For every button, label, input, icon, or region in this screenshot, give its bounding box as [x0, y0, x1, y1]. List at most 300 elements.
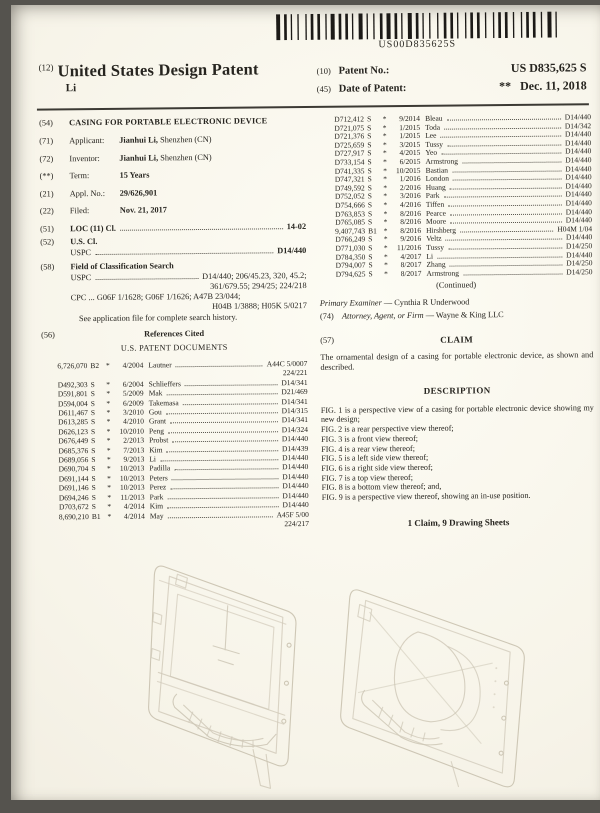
ref-cited-star: * — [107, 473, 111, 483]
ref-number: D765,085 — [335, 217, 366, 227]
ref-classification: D14/440 — [282, 500, 309, 510]
ref-kind-code: S — [91, 455, 96, 465]
ref-number: D685,376 — [58, 445, 89, 456]
ref-cited-star: * — [384, 260, 388, 270]
title-field — [39, 116, 305, 129]
dot-leader — [448, 204, 561, 206]
dot-leader — [450, 265, 563, 267]
field-code: (52) — [40, 237, 55, 247]
ref-date: 8/2016 — [400, 225, 422, 235]
ref-date: 4/2015 — [399, 148, 421, 158]
ref-cited-star: * — [383, 243, 388, 253]
ref-date: 11/2016 — [396, 242, 422, 253]
filed-value: Nov. 21, 2017 — [119, 205, 167, 215]
ref-kind-code: S — [91, 483, 96, 493]
ref-classification: D14/250 — [565, 241, 593, 251]
dot-leader — [463, 273, 562, 275]
ref-kind-code: S — [367, 165, 372, 175]
field-code: (71) — [39, 136, 54, 146]
term-field — [40, 169, 306, 182]
ref-inventor-name: Armstrong — [426, 268, 460, 278]
ref-kind-code: S — [367, 183, 372, 193]
dot-leader — [452, 170, 561, 172]
dot-leader — [174, 469, 278, 471]
examiner-name: Cynthia R Underwood — [394, 297, 470, 308]
ref-cited-star: * — [382, 114, 387, 124]
ref-cited-star: * — [383, 165, 387, 175]
dot-leader — [450, 213, 562, 215]
ref-date: 8/2016 — [400, 208, 421, 218]
ref-number: D721,376 — [334, 131, 365, 141]
applicant-name: Jianhui Li, — [119, 135, 159, 145]
ref-classification: D14/439 — [281, 443, 309, 453]
field-code: (74) — [319, 311, 334, 321]
ref-classification: D14/440 — [282, 490, 309, 500]
ref-classification: H04M 1/04 — [557, 223, 593, 234]
dot-leader — [185, 384, 277, 386]
dot-leader — [170, 488, 278, 490]
ref-kind-code: S — [367, 122, 372, 132]
ref-inventor-name: Bastian — [425, 165, 449, 175]
ref-kind-code: S — [90, 426, 96, 436]
ref-inventor-name: Tussy — [426, 242, 444, 252]
ref-date: 8/2017 — [400, 268, 422, 278]
field-label: Term: — [69, 171, 90, 181]
patent-number: US D835,625 S — [510, 60, 587, 76]
ref-classification: D14/250 — [566, 258, 593, 268]
dot-leader — [444, 127, 561, 129]
dot-leader — [172, 441, 278, 443]
ref-number: D733,154 — [334, 157, 365, 167]
primary-examiner-line — [320, 297, 593, 310]
ref-classification: D14/440 — [282, 471, 309, 482]
patent-page — [11, 5, 600, 800]
ref-kind-code: S — [90, 379, 95, 389]
ref-date: 11/2013 — [120, 492, 145, 502]
ref-cited-star: * — [107, 501, 112, 512]
dot-leader — [462, 162, 561, 164]
ref-cited-star: * — [383, 182, 388, 192]
search-uspc-line2: 361/679.55; 294/25; 224/218 — [210, 280, 307, 291]
ref-inventor-name: Park — [149, 492, 164, 502]
ref-date: 3/2010 — [122, 407, 144, 417]
inventor-field — [39, 151, 305, 164]
ref-kind-code: S — [90, 408, 96, 418]
ref-number: D676,449 — [58, 436, 89, 446]
date-code: (45) — [316, 83, 331, 94]
ref-inventor-name: Grant — [148, 416, 167, 426]
ref-inventor-name: Lee — [425, 130, 437, 141]
ref-kind-code: B1 — [91, 511, 101, 521]
ref-classification: D14/440 — [565, 215, 593, 225]
ref-classification: D14/440 — [565, 189, 592, 199]
ref-inventor-name: Peters — [149, 473, 168, 483]
dot-leader — [440, 136, 561, 138]
ref-number: D771,030 — [335, 243, 366, 253]
ref-inventor-name: May — [149, 510, 164, 521]
examiner-label: Primary Examiner — [319, 298, 382, 309]
ref-cited-star: * — [106, 407, 111, 417]
field-label: Filed: — [69, 206, 90, 216]
ref-inventor-name: Tiffen — [425, 199, 445, 209]
appl-no-field — [40, 186, 306, 199]
ref-cited-star: * — [382, 139, 387, 150]
ref-number: D721,075 — [334, 123, 365, 133]
field-code: (58) — [40, 262, 55, 272]
dot-leader — [447, 119, 561, 121]
search-uspc-line1: D14/440; 206/45.23, 320, 45.2; — [202, 270, 307, 281]
ref-kind-code: S — [91, 492, 96, 502]
ref-classification-cont: 224/217 — [284, 518, 309, 529]
ref-classification: D14/440 — [566, 249, 593, 259]
ref-kind-code: S — [367, 217, 373, 227]
us-patent-documents-heading: U.S. PATENT DOCUMENTS — [120, 342, 228, 353]
ref-classification: D14/342 — [564, 120, 592, 131]
ref-number: D749,592 — [334, 183, 365, 193]
ref-kind-code: S — [91, 436, 96, 446]
ref-date: 10/2013 — [119, 482, 145, 493]
ref-inventor-name: Padilla — [149, 463, 171, 473]
dot-leader — [172, 478, 278, 480]
ref-cited-star: * — [107, 492, 112, 502]
ref-cited-star: * — [383, 251, 388, 261]
inventor-surname: Li — [65, 82, 77, 95]
figure-description: FIG. 2 is a rear perspective view thereof; — [320, 423, 454, 435]
ref-inventor-name: Yeo — [425, 148, 438, 158]
left-column — [39, 116, 309, 531]
ref-number: D727,917 — [334, 148, 365, 159]
ref-number: D690,704 — [58, 464, 89, 474]
ref-number: D763,853 — [335, 208, 365, 219]
ref-number: D766,249 — [335, 234, 366, 245]
dot-leader — [183, 403, 278, 405]
ref-inventor-name: Takemasa — [148, 397, 179, 408]
ref-number: D626,123 — [58, 426, 89, 437]
dot-leader — [450, 187, 562, 189]
filed-field — [40, 204, 306, 217]
dot-leader — [168, 431, 278, 433]
ref-inventor-name: Zhang — [426, 259, 446, 269]
ref-date: 6/2015 — [399, 156, 421, 167]
field-code: (57) — [320, 335, 335, 345]
ref-number: D741,335 — [334, 165, 365, 176]
ref-inventor-name: London — [425, 173, 450, 183]
right-column — [318, 113, 595, 528]
ref-number: D591,801 — [57, 389, 88, 399]
ref-classification: D14/440 — [282, 481, 309, 491]
ref-kind-code: S — [367, 131, 372, 141]
ref-classification: D14/440 — [281, 453, 309, 463]
dot-leader — [120, 228, 283, 231]
applicant-location: Shenzhen (CN) — [157, 134, 212, 145]
ref-date: 4/2014 — [123, 501, 145, 511]
dot-leader — [166, 393, 277, 395]
document-title: United States Design Patent — [57, 59, 259, 81]
dot-leader — [160, 459, 278, 461]
ref-date: 8/2016 — [400, 217, 422, 227]
ref-kind-code: S — [367, 191, 373, 201]
appl-no-value: 29/626,901 — [119, 187, 158, 198]
search-label: Field of Classification Search — [70, 261, 174, 272]
ref-classification: D14/440 — [281, 434, 309, 444]
patent-number-row — [317, 60, 587, 78]
ref-inventor-name: Huang — [425, 182, 446, 192]
patent-date-row — [317, 78, 587, 96]
ref-number: D794,007 — [335, 260, 366, 270]
ref-kind-code: S — [91, 502, 96, 512]
ref-inventor-name: Li — [149, 454, 157, 464]
ref-number: D492,303 — [57, 379, 88, 390]
figure-description: FIG. 4 is a rear view thereof; — [321, 443, 415, 454]
claim-text: The ornamental design of a casing for portable electronic device, as shown and described. — [320, 350, 594, 373]
dot-leader — [170, 422, 278, 424]
page-content — [8, 2, 600, 803]
search-cpc-line1: CPC ... G06F 1/1628; G06F 1/1626; A47B 23/044; — [70, 291, 241, 303]
ref-classification: A44C 5/0007 — [266, 358, 308, 369]
ref-classification: D14/440 — [565, 206, 592, 217]
dot-leader — [168, 516, 273, 518]
ref-number: D747,321 — [334, 174, 365, 184]
header-left — [38, 59, 318, 95]
ref-classification: D14/440 — [565, 163, 592, 174]
continued-note: (Continued) — [436, 280, 477, 291]
ref-classification: D14/440 — [565, 232, 593, 242]
ref-classification: D14/250 — [566, 266, 593, 277]
patent-no-label: Patent No.: — [338, 65, 390, 77]
em-dash: — — [425, 310, 435, 320]
ref-classification: D14/440 — [565, 198, 592, 208]
references-cited-title: References Cited — [144, 328, 205, 339]
dot-leader — [437, 256, 562, 258]
loc-class-field — [40, 221, 306, 234]
ref-kind-code: S — [368, 269, 373, 279]
ref-inventor-name: Veltz — [426, 234, 442, 244]
ref-classification: A45F 5/00 — [276, 509, 309, 519]
ref-date: 4/2010 — [123, 416, 144, 427]
ref-date: 5/2009 — [122, 388, 144, 398]
ref-classification: D14/440 — [564, 112, 592, 122]
dot-leader — [167, 450, 278, 452]
ref-classification: D14/341 — [281, 396, 308, 406]
ref-cited-star: * — [106, 379, 110, 389]
ref-inventor-name: Peng — [148, 426, 165, 436]
ref-cited-star: * — [383, 174, 388, 184]
ref-number: 9,407,743 — [335, 226, 366, 236]
dot-leader — [176, 365, 263, 367]
search-note: See application file for complete search history. — [78, 312, 238, 324]
field-code: (22) — [39, 206, 54, 216]
claims-sheets-note: 1 Claim, 9 Drawing Sheets — [407, 516, 510, 528]
reference-list-right — [318, 113, 593, 279]
ref-date: 4/2004 — [122, 360, 144, 370]
ref-number: D691,146 — [58, 483, 89, 493]
field-of-search — [40, 260, 307, 325]
two-column-body — [39, 113, 595, 531]
ref-inventor-name: Gou — [148, 407, 162, 417]
us-cl-field — [40, 235, 306, 259]
dot-leader — [166, 412, 278, 414]
ref-number: D613,285 — [58, 417, 88, 427]
ref-cited-star: * — [105, 360, 110, 370]
claim-title: CLAIM — [440, 334, 474, 345]
ref-kind-code: S — [367, 114, 372, 124]
field-label: Appl. No.: — [69, 188, 106, 198]
us-cl-label: U.S. Cl. — [70, 236, 98, 247]
ref-number: D703,672 — [58, 502, 89, 512]
ref-kind-code: S — [367, 157, 372, 167]
uspc-label: USPC — [70, 248, 92, 258]
ref-classification: D14/440 — [282, 462, 309, 472]
ref-cited-star: * — [382, 148, 387, 158]
ref-classification: D14/341 — [281, 377, 308, 388]
figure-description: FIG. 1 is a perspective view of a casing for portable electronic device showing my new design; — [320, 403, 594, 425]
date-prefix: ** — [499, 79, 512, 94]
ref-classification: D14/341 — [281, 415, 308, 425]
ref-date: 7/2013 — [123, 445, 145, 455]
ref-number: D752,052 — [334, 191, 365, 202]
ref-classification: D14/440 — [565, 146, 592, 156]
dot-leader — [95, 252, 273, 255]
barcode-image — [276, 12, 558, 41]
ref-inventor-name: Mak — [148, 388, 163, 398]
field-label: Inventor: — [69, 153, 100, 163]
ref-number: D691,144 — [58, 473, 89, 484]
ref-classification: D14/324 — [281, 424, 309, 435]
loc-value: 14-02 — [286, 221, 307, 231]
figure-description: FIG. 3 is a front view thereof; — [321, 433, 419, 444]
ref-cited-star: * — [383, 157, 387, 167]
patent-no-code: (10) — [316, 65, 331, 76]
ref-number: D712,412 — [334, 114, 365, 124]
ref-kind-code: S — [367, 200, 373, 210]
ref-cited-star: * — [383, 217, 388, 227]
ref-kind-code: S — [91, 445, 96, 455]
ref-cited-star: * — [106, 398, 111, 408]
field-code: (**) — [39, 171, 54, 181]
field-label: Applicant: — [69, 135, 105, 146]
ref-date: 10/2013 — [119, 464, 145, 474]
ref-kind-code: S — [91, 464, 96, 474]
ref-kind-code: S — [368, 243, 373, 253]
ref-classification: D14/440 — [565, 180, 592, 191]
figure-description: FIG. 6 is a right side view thereof; — [321, 462, 433, 473]
ref-date: 10/2013 — [119, 473, 145, 483]
inventor-name: Jianhui Li, — [119, 152, 159, 163]
ref-inventor-name: Moore — [425, 216, 447, 226]
ref-cited-star: * — [106, 445, 111, 455]
figure-description: FIG. 5 is a left side view thereof; — [321, 453, 429, 464]
ref-date: 6/2004 — [122, 379, 144, 389]
dot-leader — [167, 506, 278, 508]
ref-kind-code: S — [367, 174, 372, 184]
ref-cited-star: * — [106, 436, 111, 446]
ref-cited-star: * — [107, 511, 112, 521]
ref-kind-code: S — [90, 417, 96, 427]
figure-description: FIG. 8 is a bottom view thereof; and, — [321, 482, 442, 493]
patent-date: Dec. 11, 2018 — [520, 78, 587, 93]
ref-kind-code: B1 — [368, 226, 377, 236]
ref-kind-code: B2 — [90, 360, 100, 371]
search-cpc-line2: H04B 1/3888; H05K 5/0217 — [212, 300, 307, 311]
dot-leader — [447, 144, 561, 146]
field-code: (54) — [39, 118, 53, 128]
ref-kind-code: S — [368, 234, 373, 244]
ref-classification-cont: 224/221 — [282, 368, 308, 378]
ref-classification: D14/315 — [281, 406, 308, 416]
ref-cited-star: * — [383, 208, 388, 218]
ref-cited-star: * — [384, 268, 388, 278]
reference-list-left — [41, 359, 309, 531]
ref-classification: D14/440 — [564, 138, 592, 148]
ref-kind-code: S — [91, 473, 96, 483]
attorney-name: Wayne & King LLC — [435, 309, 504, 320]
ref-inventor-name: Tussy — [425, 139, 443, 149]
ref-kind-code: S — [367, 208, 373, 218]
header-right — [317, 60, 587, 99]
barcode — [276, 12, 558, 52]
search-uspc-label: USPC — [70, 273, 92, 283]
ref-number: 6,726,070 — [57, 361, 88, 371]
dot-leader — [450, 222, 562, 224]
ref-inventor-name: Kim — [149, 501, 164, 511]
ref-inventor-name: Park — [425, 191, 440, 201]
date-label: Date of Patent: — [338, 83, 407, 95]
field-code: (72) — [39, 153, 54, 164]
reference-row — [319, 268, 592, 279]
dot-leader — [460, 230, 553, 232]
ref-inventor-name: Li — [426, 251, 434, 261]
ref-inventor-name: Armstrong — [425, 156, 458, 166]
claim-heading — [320, 333, 593, 346]
ref-date: 9/2016 — [400, 234, 422, 244]
ref-date: 2/2016 — [399, 182, 421, 192]
em-dash: — — [383, 298, 393, 308]
ref-cited-star: * — [382, 122, 387, 132]
attorney-label: Attorney, Agent, or Firm — [341, 310, 424, 321]
ref-date: 4/2016 — [399, 199, 421, 210]
ref-date: 10/2015 — [395, 165, 421, 175]
ref-number: D594,004 — [57, 398, 88, 409]
ref-cited-star: * — [106, 454, 111, 464]
ref-inventor-name: Probst — [149, 435, 169, 445]
ref-classification: D14/440 — [564, 129, 592, 139]
ref-cited-star: * — [106, 389, 111, 399]
invention-title: CASING FOR PORTABLE ELECTRONIC DEVICE — [69, 116, 268, 128]
ref-kind-code: S — [90, 389, 95, 399]
ref-cited-star: * — [382, 131, 387, 141]
field-code: (51) — [40, 223, 54, 234]
ref-number: D784,350 — [335, 251, 366, 262]
ref-cited-star: * — [383, 234, 388, 244]
ref-cited-star: * — [106, 464, 111, 474]
ref-kind-code: S — [368, 251, 373, 261]
field-code: (21) — [39, 188, 54, 199]
ref-date: 9/2013 — [123, 454, 145, 464]
ref-number: D611,467 — [58, 408, 88, 418]
ref-date: 3/2016 — [399, 191, 421, 201]
ref-cited-star: * — [383, 225, 388, 235]
ref-number: D794,625 — [335, 269, 366, 279]
ref-cited-star: * — [107, 483, 111, 493]
ref-date: 10/2010 — [119, 426, 145, 436]
figure-description: FIG. 9 is a perspective view thereof, showing an in-use position. — [321, 490, 531, 502]
ref-date: 4/2017 — [400, 251, 422, 261]
dot-leader — [441, 153, 561, 155]
ref-date: 1/2016 — [399, 174, 421, 184]
dot-leader — [167, 497, 278, 499]
ref-number: D689,056 — [58, 455, 89, 465]
ref-inventor-name: Pearce — [425, 208, 446, 218]
